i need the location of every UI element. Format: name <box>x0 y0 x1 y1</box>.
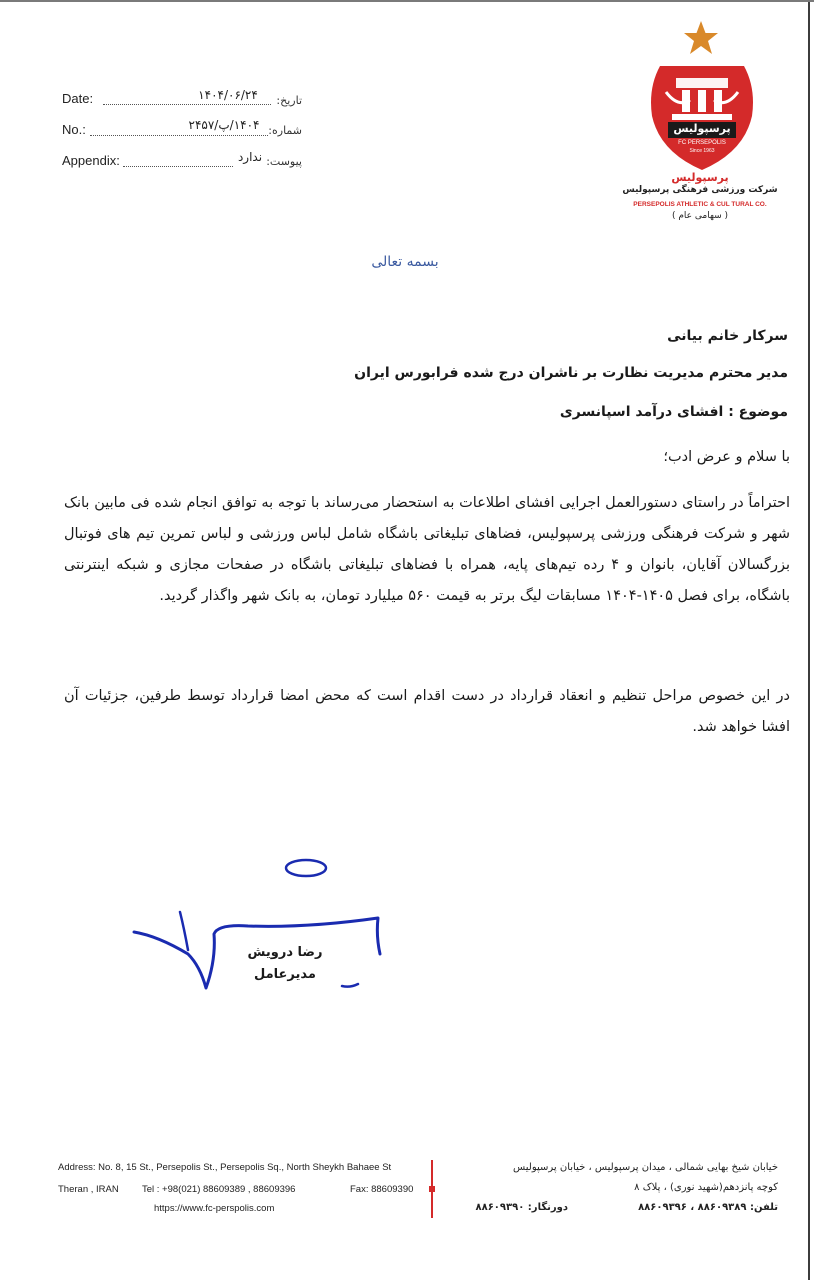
signer-title: مدیرعامل <box>254 967 316 982</box>
greeting: با سلام و عرض ادب؛ <box>663 449 790 465</box>
footer-address-fa-2: کوچه پانزدهم(شهید نوری) ، پلاک ۸ <box>634 1182 778 1193</box>
number-label: No.: <box>62 122 86 137</box>
footer-address-fa-1: خیابان شیخ بهایی شمالی ، میدان پرسپولیس ، خیابان پرسپولیس <box>513 1162 778 1173</box>
signer-name: رضا درویش <box>247 945 323 960</box>
number-value: ۱۴۰۴/پ/۲۴۵۷ <box>188 118 260 132</box>
invocation-heading: بسمه تعالی <box>371 254 439 270</box>
number-fa-label: شماره: <box>268 124 302 137</box>
recipient-name: سرکار خانم بیانی <box>667 328 788 344</box>
footer-divider-mark <box>429 1186 435 1192</box>
logo-company-type: ( سهامی عام ) <box>671 211 729 221</box>
logo-company-en: PERSEPOLIS ATHLETIC & CUL TURAL CO. <box>633 201 767 208</box>
footer-website-link[interactable]: https://www.fc-perspolis.com <box>154 1203 275 1214</box>
appendix-fa-label: پیوست: <box>266 155 302 168</box>
number-dotted-line <box>90 135 268 136</box>
crest-en-text: FC PERSEPOLIS <box>678 140 726 146</box>
appendix-dotted-line <box>123 166 233 167</box>
star-icon <box>682 20 720 56</box>
logo-name-fa: پرسپولیس <box>671 171 729 184</box>
footer-tel-en: Tel : +98(021) 88609389 , 88609396 <box>142 1184 296 1195</box>
date-label: Date: <box>62 91 94 106</box>
footer-fax-fa: دورنگار: ۸۸۶۰۹۳۹۰ <box>475 1202 568 1213</box>
logo-company-fa: شرکت ورزشی فرهنگی پرسپولیس <box>622 185 778 195</box>
date-fa-label: تاریخ: <box>276 94 302 107</box>
crest-since-text: Since 1963 <box>689 148 715 154</box>
appendix-value: ندارد <box>237 150 263 164</box>
club-crest <box>642 52 762 174</box>
body-paragraph-2: در این خصوص مراحل تنظیم و انعقاد قرارداد در دست اقدام است که محض امضا قرارداد توسط طرفین، جزئیات آن افشا خواهد شد. <box>64 688 790 735</box>
appendix-label: Appendix: <box>62 153 120 168</box>
page-right-border <box>808 0 810 1280</box>
crest-text: پرسپولیس <box>673 122 731 135</box>
footer-fax-en: Fax: 88609390 <box>350 1184 414 1195</box>
footer-tel-fa: تلفن: ۸۸۶۰۹۳۸۹ ، ۸۸۶۰۹۳۹۶ <box>638 1202 778 1213</box>
body-paragraph-1: احتراماً در راستای دستورالعمل اجرایی افشای اطلاعات به استحضار می‌رساند با توجه به توافق انجام شده فی مابین بانک شهر و شرکت فرهنگی ورزشی پرسپولیس، فضاهای تبلیغاتی باشگاه شامل لباس ورزشی و لباس تمرین تیم های فوتبال بزرگسالان آقایان، بانوان و ۴ رده تیم‌های پایه، همراه با فضاهای تبلیغاتی باشگاه در صفحات مجازی و شبکه اینترنتی باشگاه، برای فصل ۱۴۰۵-۱۴۰۴ مسابقات لیگ برتر به قیمت ۵۶۰ میلیارد تومان، به بانک شهر واگذار گردید. <box>64 495 791 604</box>
footer-city-en: Theran , IRAN <box>58 1184 119 1195</box>
date-dotted-line <box>103 104 271 105</box>
letter-subject: موضوع : افشای درآمد اسپانسری <box>559 404 788 420</box>
page-top-border <box>0 0 814 2</box>
date-value: ۱۴۰۴/۰۶/۲۴ <box>198 88 258 102</box>
footer-address-en: Address: No. 8, 15 St., Persepolis St., Persepolis Sq., North Sheykh Bahaee St <box>58 1162 392 1173</box>
recipient-title: مدیر محترم مدیریت نظارت بر ناشران درج شده فرابورس ایران <box>354 365 788 381</box>
